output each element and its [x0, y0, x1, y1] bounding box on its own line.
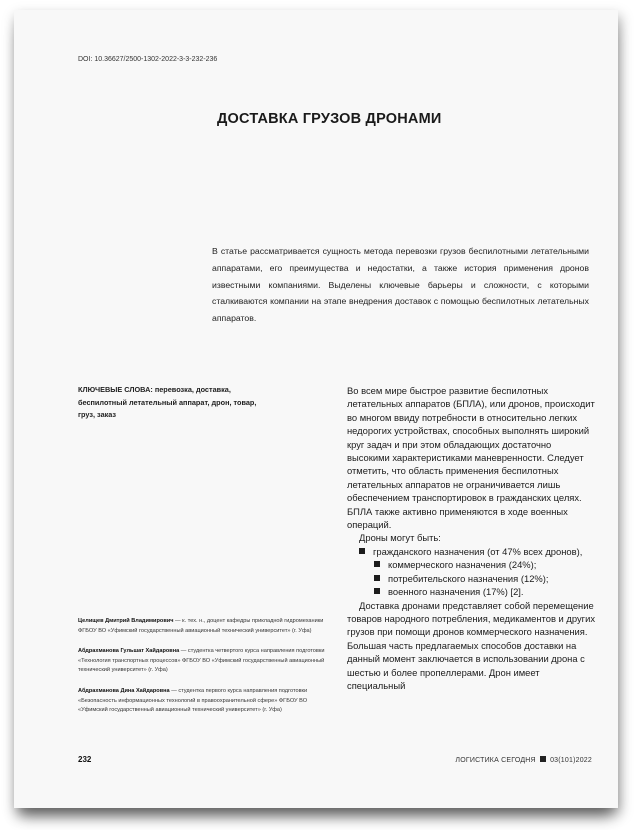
- journal-page: [14, 10, 618, 808]
- separator-icon: [540, 756, 546, 762]
- body-text: [347, 384, 595, 692]
- journal-issue: 03(101)2022: [550, 757, 592, 764]
- article-title: ДОСТАВКА ГРУЗОВ ДРОНАМИ: [217, 111, 442, 127]
- abstract: В статье рассматривается сущность метода перевозки грузов беспилотными летательными аппаратами, его преимущества и недостатки, а также история применения дронов известными компаниями. Выделены ключевые барьеры и сложности, с которыми сталкиваются компании на этапе внедрения доставок с помощью беспилотных летательных аппаратов.: [212, 246, 589, 324]
- body-paragraph: Во всем мире быстрое развитие беспилотных летательных аппаратов (БПЛА), или дронов, происходит во многом ввиду потребности в относительно легких недорогих устройствах, способных выполнять широкий круг задач и при этом обладающих достаточно высокими характеристиками маневренности. Следует отметить, что область применения беспилотных летательных аппаратов не ограничивается лишь обеспечением транспортировок в гражданских целях. БПЛА также активно применяются в ходе военных операций.: [347, 385, 595, 531]
- list-item-text: военного назначения (17%) [2].: [388, 586, 524, 598]
- author-name: Абдрахманова Дина Хайдаровна: [78, 687, 170, 694]
- list-item-text: гражданского назначения (от 47% всех дронов),: [373, 545, 583, 557]
- bullet-icon: [374, 588, 380, 594]
- bullet-icon: [374, 561, 380, 567]
- author-list: [78, 617, 328, 727]
- body-paragraph: Доставка дронами представляет собой перемещение товаров народного потребления, медикаментов и других грузов при помощи дронов коммерческого назначения. Большая часть предлагаемых способов доставки на данный момент заключается в использовании дрона с шестью и более пропеллерами. Дрон имеет специальный: [347, 599, 596, 691]
- keywords: КЛЮЧЕВЫЕ СЛОВА: перевозка, доставка, беспилотный летательный аппарат, дрон, товар, груз, заказ: [78, 385, 257, 419]
- author-entry: [78, 647, 328, 676]
- list-item-text: коммерческого назначения (24%);: [388, 559, 537, 571]
- list-item: [347, 572, 595, 585]
- author-name: Целищев Дмитрий Владимирович: [78, 618, 174, 624]
- author-entry: [78, 617, 328, 636]
- bullet-icon: [374, 575, 380, 581]
- page-number: 232: [78, 755, 92, 764]
- list-item: [347, 558, 595, 571]
- author-info: — студентка первого курса направления подготовки «Безопасность информационных технологий в правоохранительной сфере» ФГБОУ ВО «Уфимский государственный авиационный технический университет» (г. Уфа): [78, 687, 308, 714]
- list-item: [347, 585, 595, 598]
- author-info: — студентка четвертого курса направления подготовки «Технология транспортных процессов» ФГБОУ ВО «Уфимский государственный авиационный технический университет» (г. Уфа): [78, 648, 325, 674]
- body-paragraph: Дроны могут быть:: [359, 532, 441, 544]
- list-item: [347, 545, 595, 558]
- journal-footer: [455, 756, 592, 764]
- journal-name: ЛОГИСТИКА СЕГОДНЯ: [455, 757, 536, 764]
- author-info: — к. тех. н., доцент кафедры прикладной гидромеханики ФГБОУ ВО «Уфимский государственный авиационный технический университет» (г. Уфа): [78, 618, 324, 634]
- bullet-icon: [359, 548, 365, 554]
- drone-types-list: [347, 545, 595, 599]
- list-item-text: потребительского назначения (12%);: [388, 572, 549, 584]
- author-name: Абдрахманова Гульшат Хайдаровна: [78, 648, 180, 655]
- doi: DOI: 10.36627/2500-1302-2022-3-3-232-236: [78, 56, 218, 63]
- author-entry: [78, 687, 328, 716]
